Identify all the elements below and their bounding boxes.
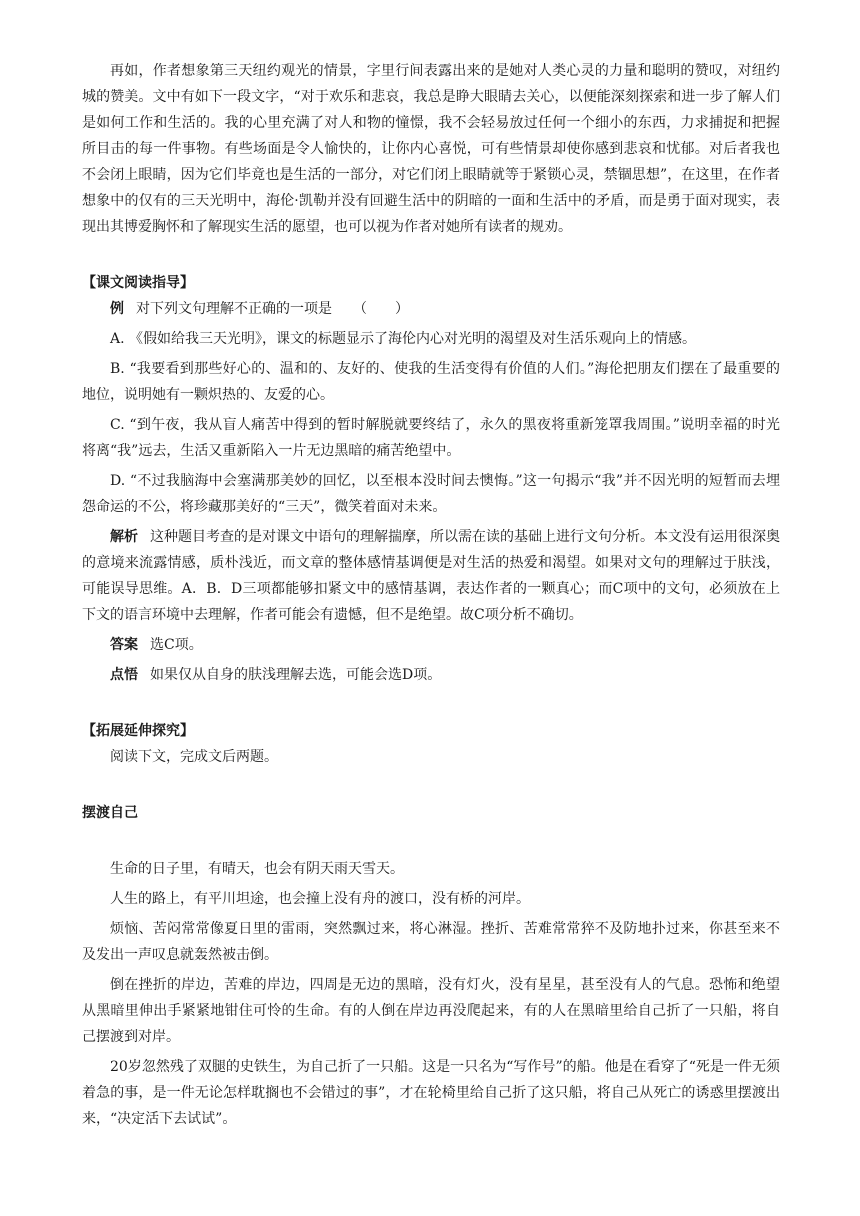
answer-label: 答案 [110, 637, 138, 653]
example-question [82, 296, 780, 322]
option-d: D. “不过我脑海中会塞满那美妙的回忆，以至根本没时间去懊悔。”这一句揭示“我”并不因光明的短暂而去埋怨命运的不公，将珍藏那美好的“三天”，微笑着面对未来。 [82, 473, 780, 515]
option-a: A. 《假如给我三天光明》，课文的标题显示了海伦内心对光明的渴望及对生活乐观向上的情感。 [110, 331, 697, 347]
answer-text: 选C项。 [150, 637, 203, 653]
example-label: 例 [110, 301, 124, 317]
insight-label: 点悟 [110, 667, 138, 683]
article-paragraph-1: 生命的日子里，有晴天，也会有阴天雨天雪天。 [110, 861, 404, 877]
article-title: 摆渡自己 [82, 805, 138, 821]
intro-paragraph: 再如，作者想象第三天纽约观光的情景，字里行间表露出来的是她对人类心灵的力量和聪明的赞叹，对纽约城的赞美。文中有如下一段文字，“对于欢乐和悲哀，我总是睁大眼睛去关心，以便能深刻探索和进一步了解人们是如何工作和生活的。我的心里充满了对人和物的憧憬，我不会轻易放过任何一个细小的东西，力求捕捉和把握所目击的每一件事物。有些场面是令人愉快的，让你内心喜悦，可有些情景却使你感到悲哀和忧郁。对后者我也不会闭上眼睛，因为它们毕竟也是生活的一部分，对它们闭上眼睛就等于紧锁心灵，禁锢思想”，在这里，在作者想象中的仅有的三天光明中，海伦·凯勒并没有回避生活中的阴暗的一面和生活中的矛盾，而是勇于面对现实，表现出其博爱胸怀和了解现实生活的愿望，也可以视为作者对她所有读者的规劝。 [82, 63, 780, 235]
article-paragraph-2: 人生的路上，有平川坦途，也会撞上没有舟的渡口，没有桥的河岸。 [110, 891, 530, 907]
article-paragraph-5: 20岁忽然残了双腿的史铁生，为自己折了一只船。这是一只名为“写作号”的船。他是在看穿了“死是一件无须着急的事，是一件无论怎样耽搁也不会错过的事”，才在轮椅里给自己折了这只船，将自己从死亡的诱惑里摆渡出来，“决定活下去试试”。 [82, 1059, 780, 1127]
reading-instruction: 阅读下文，完成文后两题。 [110, 749, 278, 765]
option-c: C. “到午夜，我从盲人痛苦中得到的暂时解脱就要终结了，永久的黑夜将重新笼罩我周围。”说明幸福的时光将离“我”远去，生活又重新陷入一片无边黑暗的痛苦绝望中。 [82, 417, 780, 459]
analysis-label: 解析 [110, 529, 138, 545]
analysis-text: 这种题目考查的是对课文中语句的理解揣摩，所以需在读的基础上进行文句分析。本文没有运用很深奥的意境来流露情感，质朴浅近，而文章的整体感情基调便是对生活的热爱和渴望。如果对文句的理解过于肤浅，可能误导思维。A．B．D三项都能够扣紧文中的感情基调，表达作者的一颗真心；而C项中的文句，必须放在上下文的语言环境中去理解，作者可能会有遗憾，但不是绝望。故C项分析不确切。 [82, 529, 780, 623]
article-paragraph-3: 烦恼、苦闷常常像夏日里的雷雨，突然飘过来，将心淋湿。挫折、苦难常常猝不及防地扑过来，你甚至来不及发出一声叹息就轰然被击倒。 [82, 921, 780, 963]
answer [82, 632, 780, 658]
section-heading-extension: 【拓展延伸探究】 [82, 723, 194, 739]
document-page [82, 58, 780, 1132]
section-heading-reading-guide: 【课文阅读指导】 [82, 275, 194, 291]
insight [82, 662, 780, 688]
analysis [82, 524, 780, 628]
option-b: B. “我要看到那些好心的、温和的、友好的、使我的生活变得有价值的人们。”海伦把朋友们摆在了最重要的地位，说明她有一颗炽热的、友爱的心。 [82, 361, 780, 403]
insight-text: 如果仅从自身的肤浅理解去选，可能会选D项。 [150, 667, 442, 683]
example-question-text: 对下列文句理解不正确的一项是 （ ） [136, 301, 409, 317]
article-paragraph-4: 倒在挫折的岸边，苦难的岸边，四周是无边的黑暗，没有灯火，没有星星，甚至没有人的气息。恐怖和绝望从黑暗里伸出手紧紧地钳住可怜的生命。有的人倒在岸边再没爬起来，有的人在黑暗里给自己折了一只船，将自己摆渡到对岸。 [82, 977, 780, 1045]
